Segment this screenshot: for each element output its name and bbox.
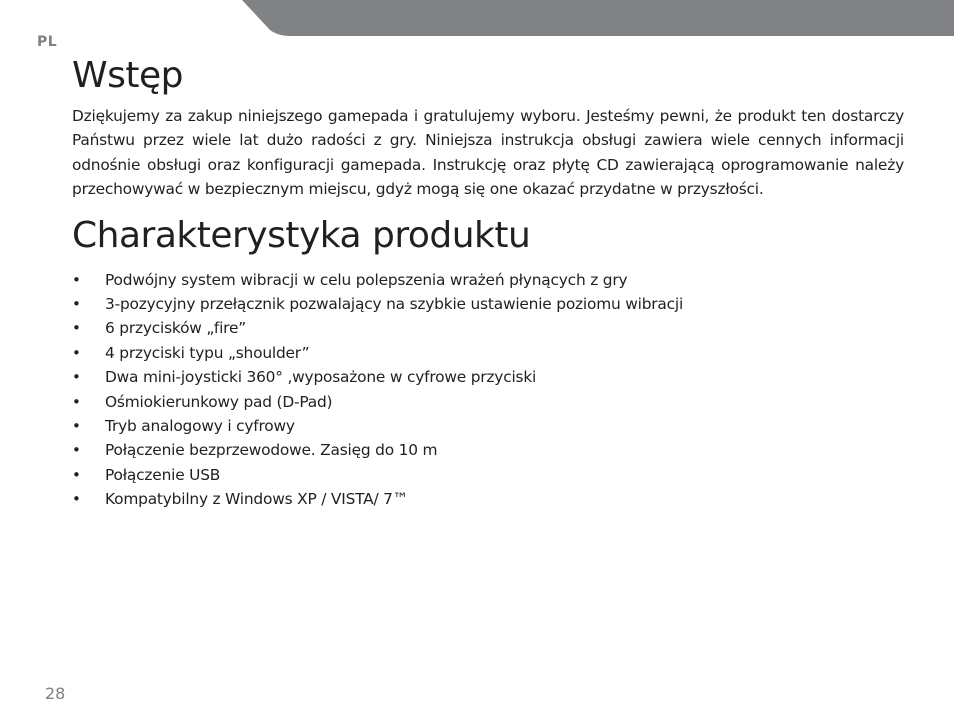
list-item-text: Ośmiokierunkowy pad (D-Pad) xyxy=(105,392,333,411)
list-item-text: Kompatybilny z Windows XP / VISTA/ 7™ xyxy=(105,490,408,509)
list-item xyxy=(72,438,904,462)
bullet-icon: • xyxy=(72,392,81,411)
list-item-text: Podwójny system wibracji w celu polepszenia wrażeń płynących z gry xyxy=(105,270,628,289)
list-item-text: Tryb analogowy i cyfrowy xyxy=(105,416,295,435)
list-item xyxy=(72,268,904,292)
bullet-icon: • xyxy=(72,490,81,509)
list-item xyxy=(72,341,904,365)
list-item-text: 3-pozycyjny przełącznik pozwalający na szybkie ustawienie poziomu wibracji xyxy=(105,295,684,314)
list-item xyxy=(72,292,904,316)
page-content xyxy=(72,54,904,512)
intro-heading: Wstęp xyxy=(72,55,183,96)
list-item-text: 6 przycisków „fire” xyxy=(105,319,247,338)
list-item-text: Połączenie bezprzewodowe. Zasięg do 10 m xyxy=(105,441,438,460)
list-item xyxy=(72,365,904,389)
list-item xyxy=(72,463,904,487)
bullet-icon: • xyxy=(72,465,81,484)
intro-paragraph: Dziękujemy za zakup niniejszego gamepada i gratulujemy wyboru. Jesteśmy pewni, że produkt ten dostarczy Państwu przez wiele lat dużo radości z gry. Niniejsza instrukcja obsługi zawiera wiele cennych informacji odnośnie obsługi oraz konfiguracji gamepada. Instrukcję oraz płytę CD zawierającą oprogramowanie należy przechowywać w bezpiecznym miejscu, gdyż mogą się one okazać przydatne w przyszłości. xyxy=(72,107,904,199)
bullet-icon: • xyxy=(72,343,81,362)
list-item xyxy=(72,390,904,414)
header-banner-shape xyxy=(242,0,954,36)
feature-list xyxy=(72,268,904,512)
bullet-icon: • xyxy=(72,319,81,338)
header-banner xyxy=(0,0,954,36)
bullet-icon: • xyxy=(72,368,81,387)
bullet-icon: • xyxy=(72,295,81,314)
bullet-icon: • xyxy=(72,441,81,460)
list-item-text: Połączenie USB xyxy=(105,465,221,484)
list-item xyxy=(72,487,904,511)
list-item-text: 4 przyciski typu „shoulder” xyxy=(105,343,310,362)
language-label: PL xyxy=(37,34,58,50)
list-item xyxy=(72,414,904,438)
bullet-icon: • xyxy=(72,416,81,435)
list-item xyxy=(72,316,904,340)
bullet-icon: • xyxy=(72,270,81,289)
features-heading: Charakterystyka produktu xyxy=(72,214,531,256)
list-item-text: Dwa mini-joysticki 360° ,wyposażone w cyfrowe przyciski xyxy=(105,368,537,387)
page-number: 28 xyxy=(45,684,66,703)
